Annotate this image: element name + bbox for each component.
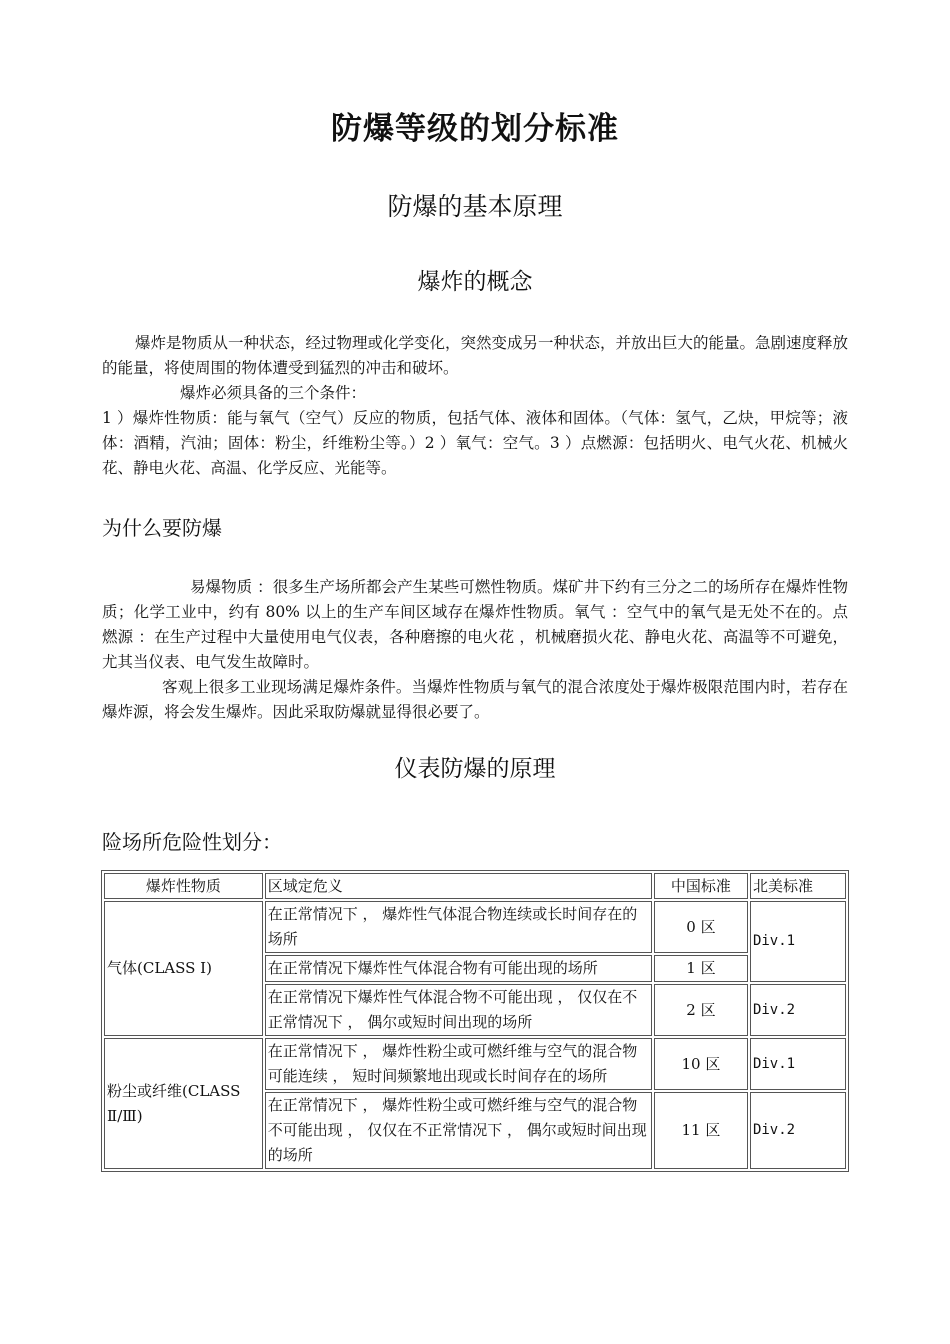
paragraph-explosive-elements: 易爆物质 ：很多生产场所都会产生某些可燃性物质。煤矿井下约有三分之二的场所存在爆炸性物质；化学工业中，约有 80% 以上的生产车间区域存在爆炸性物质。氧气 ：空气中的氧气是无处不在的。点燃源 ：在生产过程中大量使用电气仪表，各种磨擦的电火花 ，机械磨损火花、静电火花、高温等不可避免，尤其当仪表、电气发生故障时。: [102, 578, 848, 671]
china-zone-cell: 10 区: [654, 1038, 748, 1090]
zone-definition-cell: 在正常情况下 ， 爆炸性气体混合物连续或长时间存在的场所: [265, 901, 652, 953]
china-zone-cell: 11 区: [654, 1092, 748, 1169]
section-heading-hazard-classification: 险场所危险性划分：: [102, 830, 282, 854]
china-zone-cell: 1 区: [654, 955, 748, 982]
paragraph-explosion-definition: 爆炸是物质从一种状态，经过物理或化学变化，突然变成另一种状态，并放出巨大的能量。急剧速度释放的能量，将使周围的物体遭受到猛烈的冲击和破坏。: [102, 334, 849, 377]
china-zone-cell: 0 区: [654, 901, 748, 953]
substance-gas: 气体(CLASS Ⅰ): [104, 901, 263, 1036]
north-america-div-cell: Div.2: [750, 984, 846, 1036]
header-substance: 爆炸性物质: [104, 873, 263, 899]
section-heading-why-explosion-proof: 为什么要防爆: [102, 516, 222, 540]
zone-definition-cell: 在正常情况下 ， 爆炸性粉尘或可燃纤维与空气的混合物不可能出现 ， 仅仅在不正常情况下 ， 偶尔或短时间出现的场所: [265, 1092, 652, 1169]
table-header-row: [104, 873, 846, 899]
north-america-div-cell: Div.1: [750, 901, 846, 982]
paragraph-need-for-protection: 客观上很多工业现场满足爆炸条件。当爆炸性物质与氧气的混合浓度处于爆炸极限范围内时，若存在爆炸源，将会发生爆炸。因此采取防爆就显得很必要了。: [102, 678, 848, 721]
china-zone-cell: 2 区: [654, 984, 748, 1036]
header-zone-definition: 区域定危义: [265, 873, 652, 899]
header-china-standard: 中国标准: [654, 873, 748, 899]
hazard-classification-table: [101, 870, 849, 1172]
zone-definition-cell: 在正常情况下爆炸性气体混合物有可能出现的场所: [265, 955, 652, 982]
table-row: [104, 1038, 846, 1090]
document-title: 防爆等级的划分标准: [331, 111, 619, 147]
paragraph-three-conditions: 1 ）爆炸性物质：能与氧气（空气）反应的物质，包括气体、液体和固体。（气体：氢气，乙炔，甲烷等；液体：酒精，汽油；固体：粉尘，纤维粉尘等。）2 ）氧气：空气。3 ）点燃源：包括明火、电气火花、机械火花、静电火花、高温、化学反应、光能等。: [102, 409, 848, 477]
section-heading-basic-principle: 防爆的基本原理: [387, 192, 563, 221]
section-heading-instrument-principle: 仪表防爆的原理: [394, 756, 556, 782]
zone-definition-cell: 在正常情况下 ， 爆炸性粉尘或可燃纤维与空气的混合物可能连续 ， 短时间频繁地出现或长时间存在的场所: [265, 1038, 652, 1090]
section-heading-explosion-concept: 爆炸的概念: [417, 269, 533, 295]
north-america-div-cell: Div.1: [750, 1038, 846, 1090]
paragraph-three-conditions-intro: 爆炸必须具备的三个条件：: [180, 384, 367, 402]
zone-definition-cell: 在正常情况下爆炸性气体混合物不可能出现 ， 仅仅在不正常情况下 ， 偶尔或短时间出现的场所: [265, 984, 652, 1036]
substance-dust-fiber: 粉尘或纤维(CLASS Ⅱ/Ⅲ): [104, 1038, 263, 1169]
header-north-america-standard: 北美标准: [750, 873, 846, 899]
table-row: [104, 901, 846, 953]
north-america-div-cell: Div.2: [750, 1092, 846, 1169]
